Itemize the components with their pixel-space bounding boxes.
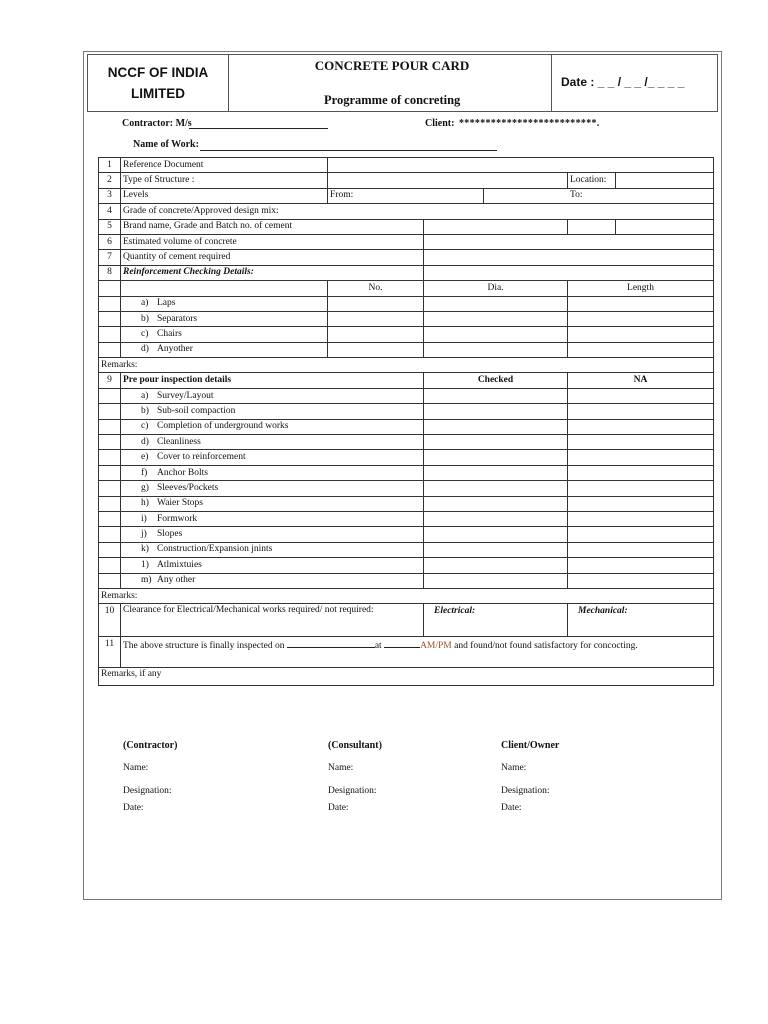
checked-cell[interactable]: [424, 388, 568, 403]
empty-cell: [99, 281, 121, 296]
client-value: **************************.: [459, 118, 600, 129]
row-label: Clearance for Electrical/Mechanical works required/ not required:: [121, 604, 424, 637]
remarks-field[interactable]: Remarks:: [99, 358, 714, 373]
cement-brand-field[interactable]: [424, 219, 568, 234]
item-key: b): [141, 405, 149, 416]
table-row: [99, 604, 714, 637]
table-row: [99, 358, 714, 373]
empty-cell: [99, 542, 121, 557]
contractor-name-field[interactable]: Name:: [123, 763, 149, 773]
structure-type-field[interactable]: [328, 173, 568, 188]
row-number: 8: [99, 265, 121, 280]
na-cell[interactable]: [568, 450, 714, 465]
form-subtitle: Programme of concreting: [324, 93, 461, 107]
reference-document-field[interactable]: [328, 158, 714, 173]
item-key: f): [141, 467, 148, 478]
column-header: Dia.: [424, 281, 568, 296]
input-cell[interactable]: [328, 342, 424, 357]
remarks-field[interactable]: Remarks:: [99, 588, 714, 603]
item-label: Separators: [157, 313, 198, 324]
table-row: [99, 188, 714, 203]
checklist-item: [121, 465, 424, 480]
to-label: To:: [484, 188, 714, 203]
row-number: 9: [99, 373, 121, 388]
input-cell[interactable]: [328, 296, 424, 311]
table-row: [99, 542, 714, 557]
cement-batch-field[interactable]: [616, 219, 714, 234]
checked-cell[interactable]: [424, 511, 568, 526]
row-number: 6: [99, 234, 121, 249]
column-header: Checked: [424, 373, 568, 388]
input-cell[interactable]: [424, 311, 568, 326]
location-label: Location:: [568, 173, 616, 188]
item-key: d): [141, 436, 149, 447]
column-header: NA: [568, 373, 714, 388]
empty-cell: [99, 435, 121, 450]
row-number: 7: [99, 250, 121, 265]
input-cell[interactable]: [568, 342, 714, 357]
table-row: [99, 527, 714, 542]
contractor-designation-field[interactable]: Designation:: [123, 786, 172, 796]
na-cell[interactable]: [568, 542, 714, 557]
table-row: [99, 404, 714, 419]
table-row: [99, 342, 714, 357]
table-row: [99, 373, 714, 388]
item-label: Chairs: [157, 328, 182, 339]
client-name-field[interactable]: Name:: [501, 763, 527, 773]
row-label: Estimated volume of concrete: [121, 234, 424, 249]
item-label: Formwork: [157, 513, 198, 524]
na-cell[interactable]: [568, 511, 714, 526]
item-key: k): [141, 544, 149, 555]
table-row: [99, 465, 714, 480]
table-row: [99, 234, 714, 249]
client-date-field[interactable]: Date:: [501, 803, 522, 813]
table-row: [99, 668, 714, 686]
row-number: 11: [99, 637, 121, 668]
location-field[interactable]: [616, 173, 714, 188]
table-row: [99, 637, 714, 668]
table-row: [99, 481, 714, 496]
column-header: No.: [328, 281, 424, 296]
final-inspection-text: [121, 637, 714, 668]
item-label: Completion of underground works: [157, 421, 289, 432]
input-cell[interactable]: [568, 296, 714, 311]
table-row: [99, 219, 714, 234]
from-label: From:: [328, 188, 484, 203]
row-number: 10: [99, 604, 121, 637]
at-label: at: [374, 641, 382, 652]
checklist-item: [121, 511, 424, 526]
name-of-work-label: Name of Work:: [133, 139, 199, 150]
checklist-item: [121, 496, 424, 511]
na-cell[interactable]: [568, 465, 714, 480]
na-cell[interactable]: [568, 435, 714, 450]
row-label: Levels: [121, 188, 328, 203]
table-row: [99, 450, 714, 465]
item-label: Cover to reinforcement: [157, 452, 246, 463]
empty-cell: [99, 573, 121, 588]
checklist-item: [121, 296, 328, 311]
empty-cell: [99, 342, 121, 357]
checked-cell[interactable]: [424, 465, 568, 480]
item-label: Atlmixtuies: [157, 559, 202, 570]
date-field[interactable]: Date : _ _ / _ _ /_ _ _ _: [561, 75, 685, 89]
item-label: Anyother: [157, 344, 193, 355]
checklist-item: [121, 342, 328, 357]
table-row: [99, 496, 714, 511]
checklist-item: [121, 527, 424, 542]
na-cell[interactable]: [568, 496, 714, 511]
header-box: [87, 54, 718, 112]
checklist-item: [121, 311, 328, 326]
row-number: 4: [99, 204, 121, 219]
item-key: e): [141, 452, 149, 463]
checklist-item: [121, 573, 424, 588]
row-label: Grade of concrete/Approved design mix:: [121, 204, 714, 219]
item-label: Sleeves/Pockets: [157, 482, 219, 493]
row-number: 3: [99, 188, 121, 203]
na-cell[interactable]: [568, 404, 714, 419]
contractor-field[interactable]: [189, 128, 328, 129]
row-label: Quantity of cement required: [121, 250, 424, 265]
company-name: NCCF OF INDIA LIMITED: [107, 65, 209, 101]
row-number: 5: [99, 219, 121, 234]
checked-cell[interactable]: [424, 527, 568, 542]
empty-cell: [121, 281, 328, 296]
item-label: Slopes: [157, 529, 183, 540]
item-label: Survey/Layout: [157, 390, 214, 401]
consultant-name-field[interactable]: Name:: [328, 763, 354, 773]
table-row: [99, 158, 714, 173]
empty-cell: [99, 527, 121, 542]
empty-cell: [99, 465, 121, 480]
volume-field[interactable]: [424, 234, 714, 249]
na-cell[interactable]: [568, 388, 714, 403]
contractor-date-field[interactable]: Date:: [123, 803, 144, 813]
item-label: Construction/Expansion jnints: [157, 544, 273, 555]
input-cell[interactable]: [424, 342, 568, 357]
table-row: [99, 588, 714, 603]
empty-cell: [99, 450, 121, 465]
empty-cell: [99, 419, 121, 434]
input-cell[interactable]: [568, 327, 714, 342]
table-row: [99, 558, 714, 573]
ampm-label: AM/PM: [420, 641, 452, 652]
input-cell[interactable]: [328, 311, 424, 326]
table-row: [99, 327, 714, 342]
input-cell[interactable]: [424, 327, 568, 342]
item-label: Any other: [157, 575, 196, 586]
table-row: [99, 250, 714, 265]
empty-cell: [99, 388, 121, 403]
client-signature-title: Client/Owner: [501, 740, 560, 751]
contractor-label: Contractor: M/s: [122, 118, 192, 129]
item-key: c): [141, 421, 149, 432]
consultant-date-field[interactable]: Date:: [328, 803, 349, 813]
checklist-item: [121, 435, 424, 450]
table-row: [99, 265, 714, 280]
client-designation-field[interactable]: Designation:: [501, 786, 550, 796]
item-key: a): [141, 390, 149, 401]
electrical-field[interactable]: Electrical:: [424, 604, 568, 637]
item-key: c): [141, 328, 149, 339]
checklist-item: [121, 419, 424, 434]
table-row: [99, 281, 714, 296]
table-row: [99, 311, 714, 326]
item-key: h): [141, 498, 149, 509]
item-label: Anchor Bolts: [157, 467, 208, 478]
remarks-field[interactable]: Remarks, if any: [99, 668, 714, 686]
checklist-item: [121, 388, 424, 403]
item-key: 1): [141, 559, 149, 570]
empty-cell: [99, 558, 121, 573]
checklist-item: [121, 481, 424, 496]
table-row: [99, 204, 714, 219]
empty-cell: [99, 496, 121, 511]
row-label: Reference Document: [121, 158, 328, 173]
inspection-time-field[interactable]: [384, 638, 420, 648]
checklist-item: [121, 542, 424, 557]
empty-cell: [99, 296, 121, 311]
row-label: Brand name, Grade and Batch no. of cement: [121, 219, 424, 234]
empty-cell: [99, 511, 121, 526]
checked-cell[interactable]: [424, 404, 568, 419]
na-cell[interactable]: [568, 419, 714, 434]
checked-cell[interactable]: [424, 542, 568, 557]
empty-cell: [424, 265, 714, 280]
table-row: [99, 388, 714, 403]
checklist-item: [121, 558, 424, 573]
checked-cell[interactable]: [424, 558, 568, 573]
checklist-item: [121, 327, 328, 342]
form-title: CONCRETE POUR CARD: [314, 58, 470, 73]
table-row: [99, 296, 714, 311]
inspection-text-b: and found/not found satisfactory for concocting.: [451, 641, 638, 652]
checked-cell[interactable]: [424, 496, 568, 511]
table-row: [99, 419, 714, 434]
section-heading: Reinforcement Checking Details:: [121, 265, 424, 280]
item-label: Cleanliness: [157, 436, 201, 447]
cement-grade-field[interactable]: [568, 219, 616, 234]
empty-cell: [99, 311, 121, 326]
consultant-signature-title: (Consultant): [328, 740, 382, 751]
input-cell[interactable]: [568, 311, 714, 326]
item-key: i): [141, 513, 147, 524]
checked-cell[interactable]: [424, 573, 568, 588]
checked-cell[interactable]: [424, 419, 568, 434]
contractor-signature-title: (Contractor): [123, 740, 178, 751]
pour-card-table: [98, 157, 714, 686]
item-key: j): [141, 529, 147, 540]
empty-cell: [99, 404, 121, 419]
name-of-work-field[interactable]: [200, 150, 497, 151]
cement-quantity-field[interactable]: [424, 250, 714, 265]
item-key: a): [141, 298, 149, 309]
checklist-item: [121, 450, 424, 465]
item-key: g): [141, 482, 149, 493]
empty-cell: [99, 327, 121, 342]
row-number: 2: [99, 173, 121, 188]
column-header: Length: [568, 281, 714, 296]
input-cell[interactable]: [328, 327, 424, 342]
section-heading: Pre pour inspection details: [121, 373, 424, 388]
checklist-item: [121, 404, 424, 419]
inspection-date-field[interactable]: [287, 638, 375, 648]
item-label: Waier Stops: [157, 498, 203, 509]
input-cell[interactable]: [424, 296, 568, 311]
na-cell[interactable]: [568, 481, 714, 496]
table-row: [99, 573, 714, 588]
row-number: 1: [99, 158, 121, 173]
na-cell[interactable]: [568, 527, 714, 542]
table-row: [99, 511, 714, 526]
na-cell[interactable]: [568, 573, 714, 588]
row-label: Type of Structure :: [121, 173, 328, 188]
inspection-text-a: The above structure is finally inspected on: [123, 641, 285, 652]
table-row: [99, 173, 714, 188]
item-key: b): [141, 313, 149, 324]
checked-cell[interactable]: [424, 481, 568, 496]
na-cell[interactable]: [568, 558, 714, 573]
empty-cell: [99, 481, 121, 496]
checked-cell[interactable]: [424, 435, 568, 450]
item-key: m): [141, 575, 152, 586]
item-key: d): [141, 344, 149, 355]
consultant-designation-field[interactable]: Designation:: [328, 786, 377, 796]
checked-cell[interactable]: [424, 450, 568, 465]
item-label: Laps: [157, 298, 176, 309]
client-label: Client:: [425, 118, 455, 129]
item-label: Sub-soil compaction: [157, 405, 236, 416]
mechanical-field[interactable]: Mechanical:: [568, 604, 714, 637]
table-row: [99, 435, 714, 450]
